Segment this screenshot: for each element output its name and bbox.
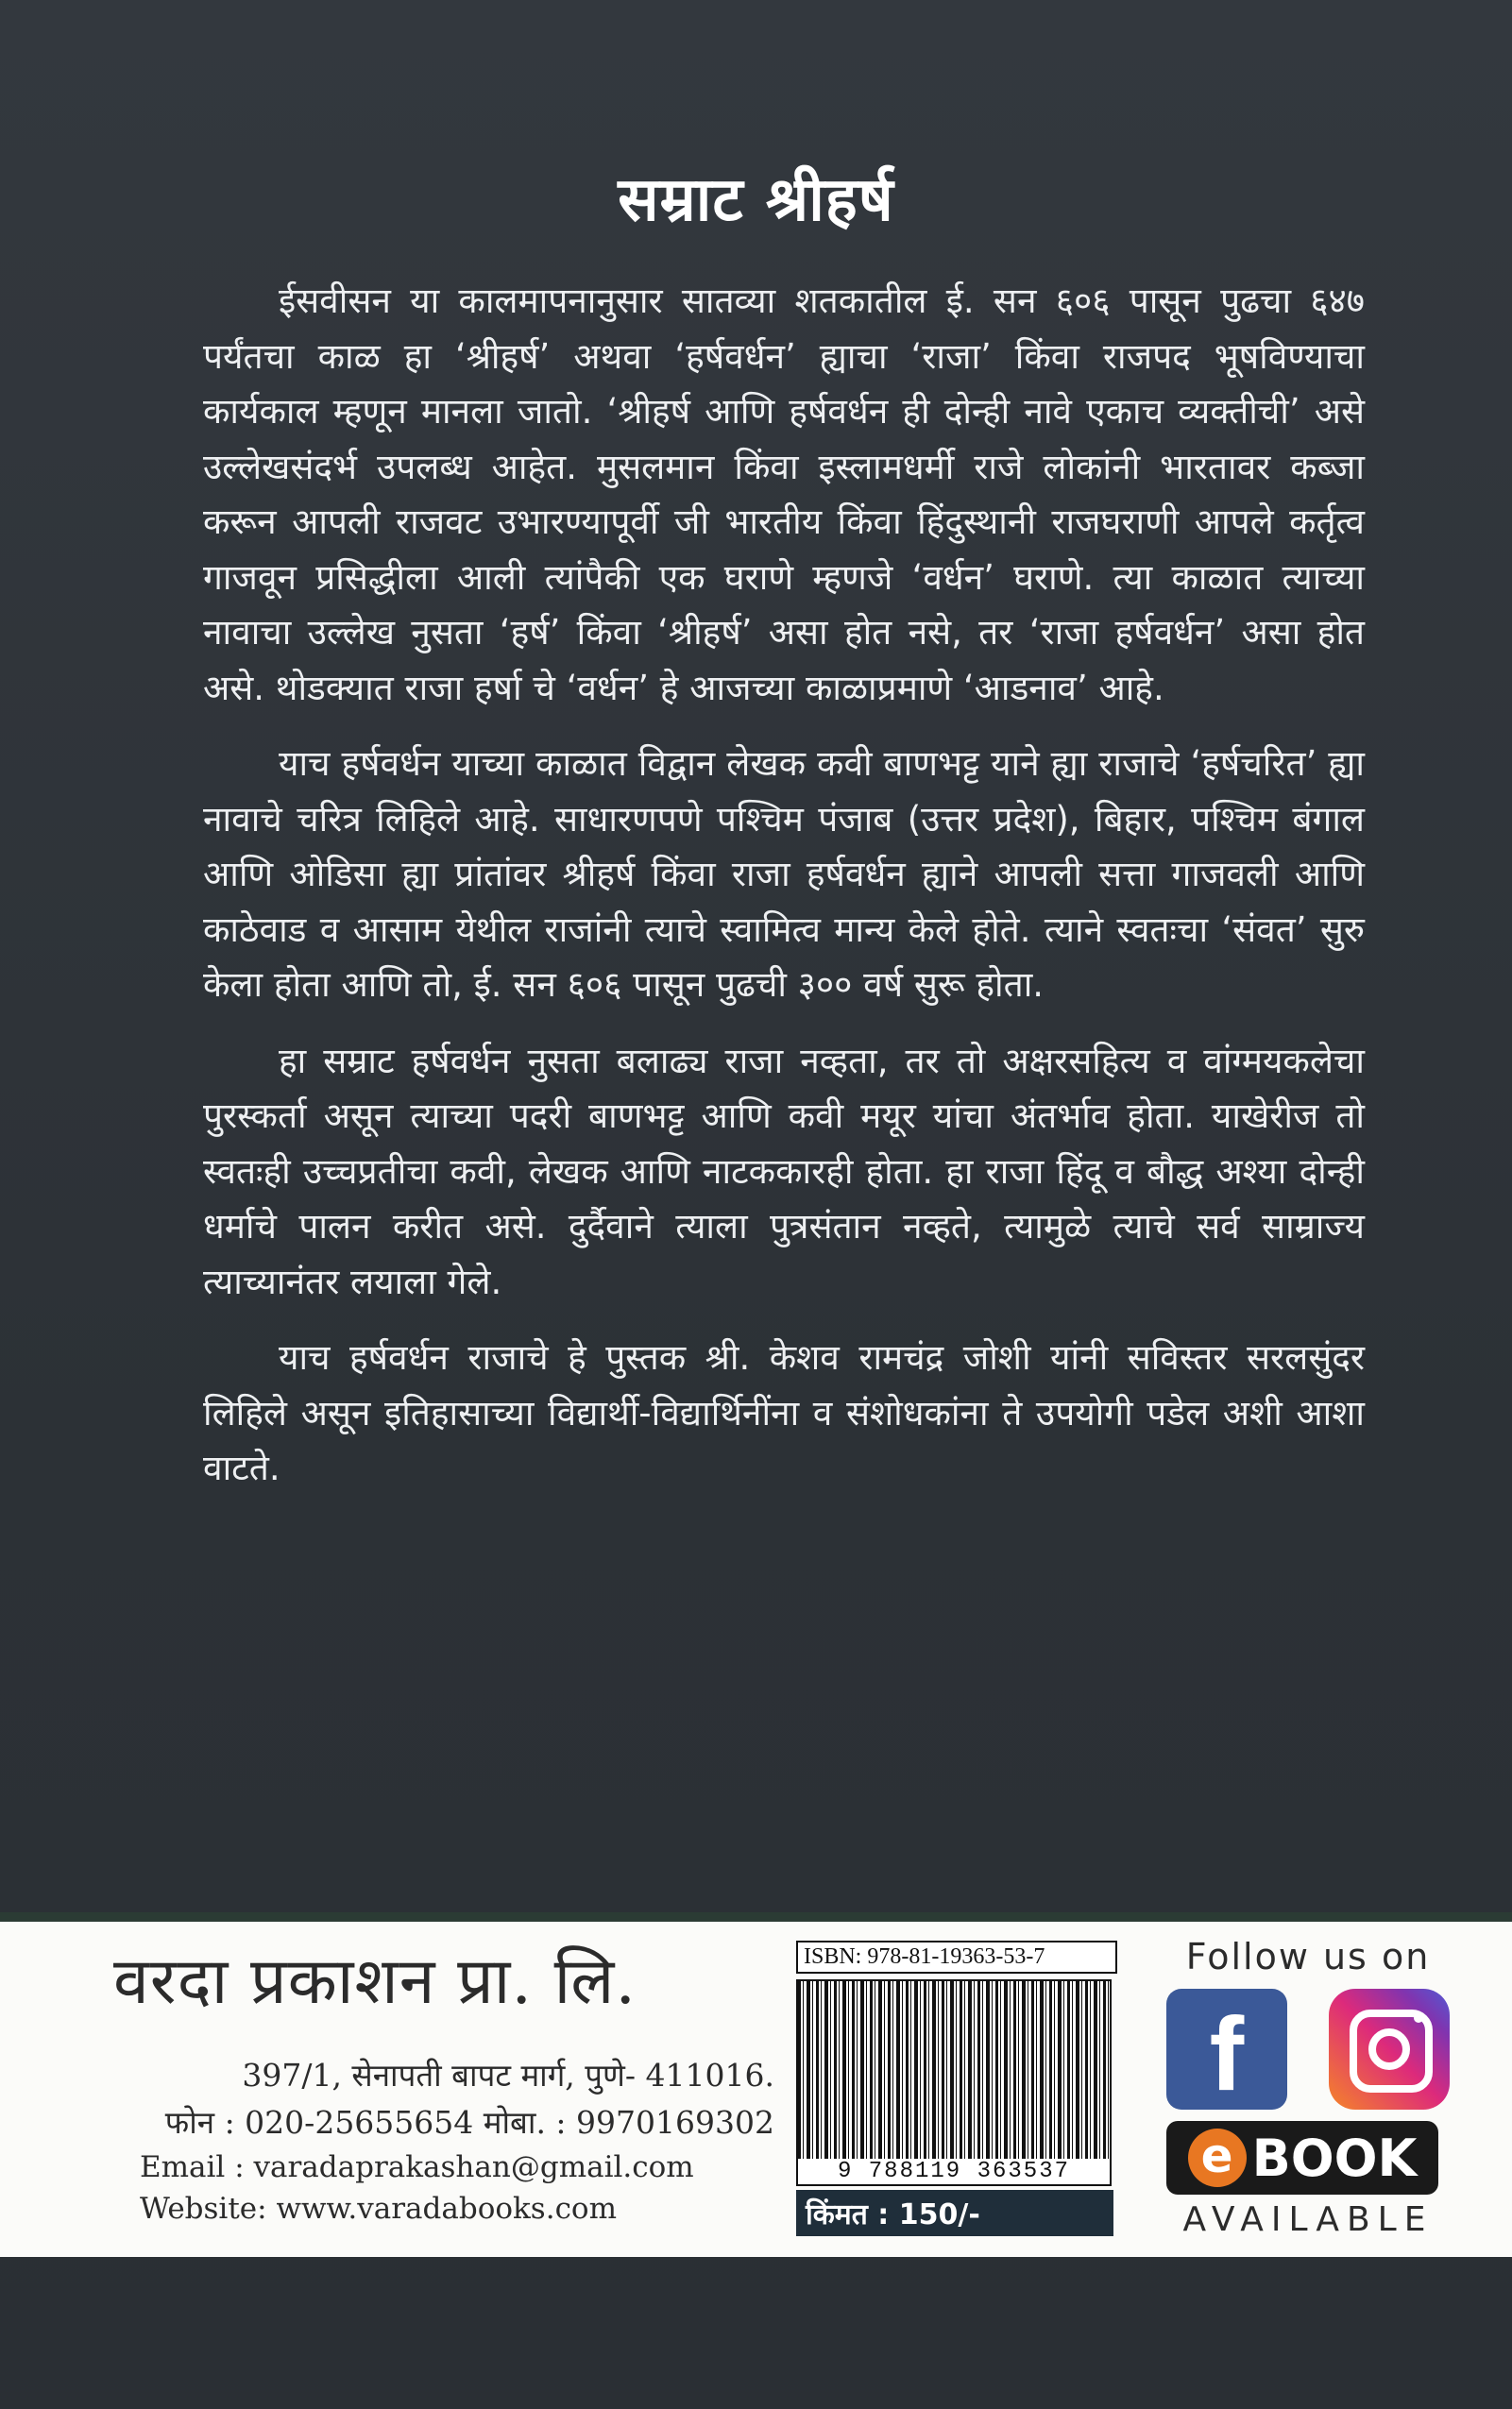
blurb-paragraph-1: ईसवीसन या कालमापनानुसार सातव्या शतकातील ई. सन ६०६ पासून पुढचा ६४७ पर्यंतचा काळ हा ‘श्रीहर्ष’ अथवा ‘हर्षवर्धन’ ह्याचा ‘राजा’ किंवा राजपद भूषविण्याचा कार्यकाल म्हणून मानला जातो. ‘श्रीहर्ष आणि हर्षवर्धन ही दोन्ही नावे एकाच व्यक्तीची’ असे उल्लेखसंदर्भ उपलब्ध आहेत. मुसलमान किंवा इस्लामधर्मी राजे लोकांनी भारतावर कब्जा करून आपली राजवट उभारण्यापूर्वी जी भारतीय किंवा हिंदुस्थानी राजघराणी आपले कर्तृत्व गाजवून प्रसिद्धीला आली त्यांपैकी एक घराणे म्हणजे ‘वर्धन’ घराणे. त्या काळात त्याच्या नावाचा उल्लेख नुसता ‘हर्ष’ किंवा ‘श्रीहर्ष’ असा होत नसे, तर ‘राजा हर्षवर्धन’ असा होत असे. थोडक्यात राजा हर्षा चे ‘वर्धन’ हे आजच्या काळाप्रमाणे ‘आडनाव’ आहे. xyxy=(203,280,1365,708)
blurb-paragraph-2: याच हर्षवर्धन याच्या काळात विद्वान लेखक कवी बाणभट्ट याने ह्या राजाचे ‘हर्षचरित’ ह्या नावाचे चरित्र लिहिले आहे. साधारणपणे पश्चिम पंजाब (उत्तर प्रदेश), बिहार, पश्चिम बंगाल आणि ओडिसा ह्या प्रांतांवर श्रीहर्ष किंवा राजा हर्षवर्धन ह्याने आपली सत्ता गाजवली आणि काठेवाड व आसाम येथील राजांनी त्याचे स्वामित्व मान्य केले होते. त्याने स्वतःचा ‘संवत’ सुरु केला होता आणि तो, ई. सन ६०६ पासून पुढची ३०० वर्ष सुरू होता. xyxy=(203,743,1365,1005)
instagram-icon[interactable] xyxy=(1329,1989,1450,2110)
publisher-phone: फोन : 020-25655654 मोबा. : 9970169302 xyxy=(164,2104,774,2141)
publisher-name: वरदा प्रकाशन प्रा. लि. xyxy=(113,1944,637,2019)
publisher-email: Email : varadaprakashan@gmail.com xyxy=(140,2150,694,2184)
follow-label: Follow us on xyxy=(1185,1936,1431,1977)
isbn-block xyxy=(796,1941,1117,2231)
publisher-website: Website: www.varadabooks.com xyxy=(140,2192,617,2226)
blurb xyxy=(203,274,1365,1518)
isbn-label: ISBN: 978-81-19363-53-7 xyxy=(796,1941,1117,1974)
available-label: AVAILABLE xyxy=(1182,2200,1434,2239)
blurb-paragraph-4: याच हर्षवर्धन राजाचे हे पुस्तक श्री. केशव रामचंद्र जोशी यांनी सविस्तर सरलसुंदर लिहिले असून इतिहासाच्या विद्यार्थी-विद्यार्थिनींना व संशोधकांना ते उपयोगी पडेल अशी आशा वाटते. xyxy=(203,1337,1365,1488)
barcode xyxy=(796,1979,1112,2186)
publisher-address: 397/1, सेनापती बापट मार्ग, पुणे- 411016. xyxy=(242,2057,774,2094)
barcode-digits: 9 788119 363537 xyxy=(798,2159,1110,2184)
price-label: किंमत : 150/- xyxy=(796,2190,1113,2236)
social-block xyxy=(1166,1936,1450,2239)
ebook-logo xyxy=(1166,2121,1438,2195)
facebook-icon[interactable]: f xyxy=(1166,1989,1287,2110)
ebook-e-icon: e xyxy=(1188,2129,1247,2187)
blurb-paragraph-3: हा सम्राट हर्षवर्धन नुसता बलाढ्य राजा नव्हता, तर तो अक्षरसहित्य व वांग्मयकलेचा पुरस्कर्ता असून त्याच्या पदरी बाणभट्ट आणि कवी मयूर यांचा अंतर्भाव होता. याखेरीज तो स्वतःही उच्चप्रतीचा कवी, लेखक आणि नाटककारही होता. हा राजा हिंदू व बौद्ध अश्या दोन्ही धर्माचे पालन करीत असे. दुर्दैवाने त्याला पुत्रसंतान नव्हते, त्यामुळे त्याचे सर्व साम्राज्य त्याच्यानंतर लयाला गेले. xyxy=(203,1040,1365,1302)
book-title: सम्राट श्रीहर्ष xyxy=(618,165,894,235)
publisher-block xyxy=(113,1934,774,2230)
ebook-book-text: BOOK xyxy=(1251,2128,1418,2188)
